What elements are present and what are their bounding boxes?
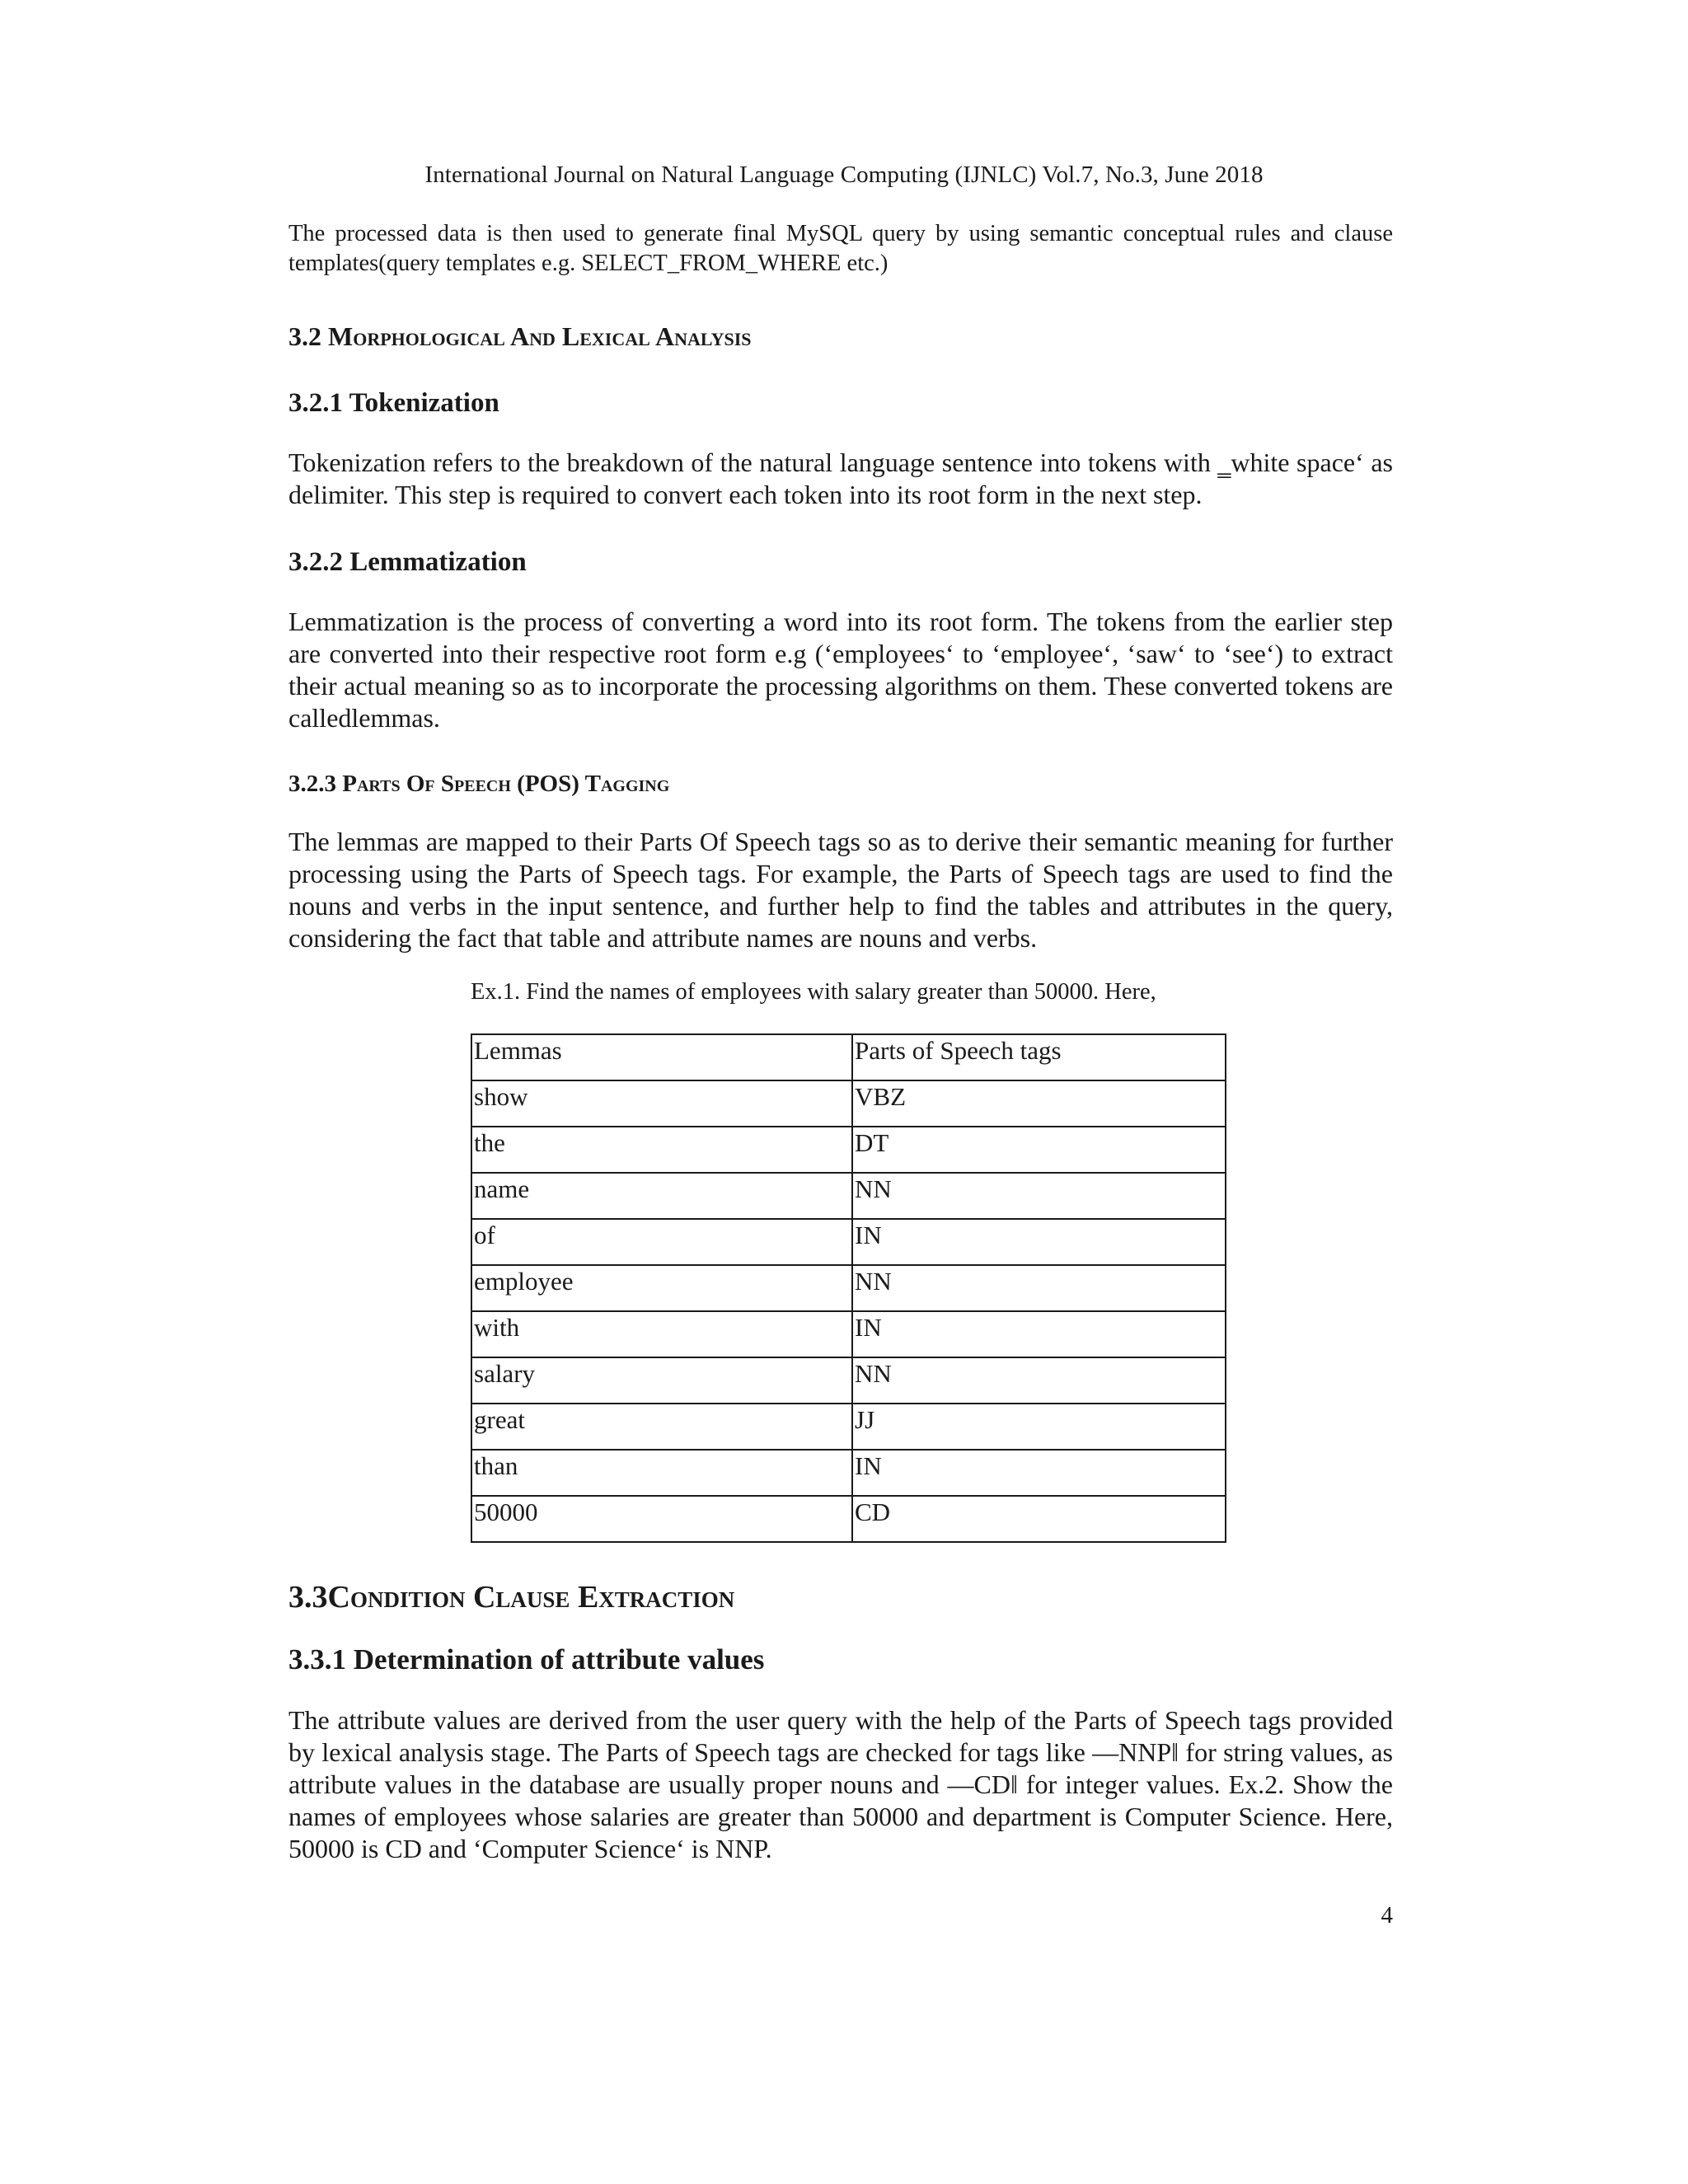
table-row bbox=[471, 1173, 1226, 1219]
table-header-row bbox=[471, 1034, 1226, 1080]
pos-tag-cell: IN bbox=[852, 1311, 1226, 1357]
lemmatization-paragraph: Lemmatization is the process of converting a word into its root form. The tokens from the earlier step are converted into their respective root form e.g (‘employees‘ to ‘employee‘, ‘saw‘ to ‘see‘) to extract their actual meaning so as to incorporate the processing algorithms on them. These converted tokens are calledlemmas. bbox=[288, 607, 1393, 733]
table-row bbox=[471, 1311, 1226, 1357]
attribute-values-paragraph: The attribute values are derived from the user query with the help of the Parts of Speech tags provided by lexical analysis stage. The Parts of Speech tags are checked for tags like ―NNP‖ for string values, as attribute values in the database are usually proper nouns and ―CD‖ for integer values. Ex.2. Show the names of employees whose salaries are greater than 50000 and department is Computer Science. Here, 50000 is CD and ‘Computer Science‘ is NNP. bbox=[288, 1705, 1393, 1863]
pos-tag-cell: IN bbox=[852, 1219, 1226, 1265]
lemma-cell: than bbox=[471, 1450, 852, 1496]
pos-tag-cell: JJ bbox=[852, 1404, 1226, 1450]
subsection-heading-pos-tagging: 3.2.3 Parts Of Speech (POS) Tagging bbox=[288, 771, 670, 797]
section-heading-3-3: 3.3Condition Clause Extraction bbox=[288, 1580, 735, 1615]
pos-tag-cell: CD bbox=[852, 1496, 1226, 1542]
table-row bbox=[471, 1080, 1226, 1127]
lemma-cell: employee bbox=[471, 1265, 852, 1311]
pos-tag-cell: NN bbox=[852, 1357, 1226, 1404]
lemma-cell: show bbox=[471, 1080, 852, 1127]
lemma-cell: name bbox=[471, 1173, 852, 1219]
pos-tag-cell: IN bbox=[852, 1450, 1226, 1496]
pos-tag-cell: VBZ bbox=[852, 1080, 1226, 1127]
lemma-cell: great bbox=[471, 1404, 852, 1450]
pos-tagging-paragraph: The lemmas are mapped to their Parts Of Speech tags so as to derive their semantic meaning for further processing using the Parts of Speech tags. For example, the Parts of Speech tags are used to find the nouns and verbs in the input sentence, and further help to find the tables and attributes in the query, considering the fact that table and attribute names are nouns and verbs. bbox=[288, 827, 1393, 953]
subsection-heading-lemmatization: 3.2.2 Lemmatization bbox=[288, 547, 527, 577]
example-1-caption: Ex.1. Find the names of employees with salary greater than 50000. Here, bbox=[471, 979, 1156, 1005]
lemma-cell: of bbox=[471, 1219, 852, 1265]
table-header-cell: Lemmas bbox=[471, 1034, 852, 1080]
table-row bbox=[471, 1450, 1226, 1496]
tokenization-paragraph: Tokenization refers to the breakdown of the natural language sentence into tokens with ‗white space‘ as delimiter. This step is required to convert each token into its root form in the next step. bbox=[288, 448, 1393, 509]
table-row bbox=[471, 1265, 1226, 1311]
pos-tag-cell: DT bbox=[852, 1127, 1226, 1173]
section-heading-3-2-text: 3.2 Morphological And Lexical Analysis bbox=[288, 321, 752, 351]
table-row bbox=[471, 1219, 1226, 1265]
subsection-heading-attribute-values: 3.3.1 Determination of attribute values bbox=[288, 1643, 765, 1675]
page-content bbox=[288, 219, 1393, 1865]
pos-table bbox=[471, 1033, 1226, 1543]
section-heading-3-2 bbox=[288, 321, 1393, 352]
running-header: International Journal on Natural Language Computing (IJNLC) Vol.7, No.3, June 2018 bbox=[424, 162, 1264, 188]
table-header-cell: Parts of Speech tags bbox=[852, 1034, 1226, 1080]
table-row bbox=[471, 1127, 1226, 1173]
lemma-cell: salary bbox=[471, 1357, 852, 1404]
page-number: 4 bbox=[1381, 1902, 1393, 1929]
lemma-cell: with bbox=[471, 1311, 852, 1357]
table-row bbox=[471, 1496, 1226, 1542]
subsection-heading-tokenization: 3.2.1 Tokenization bbox=[288, 388, 499, 418]
intro-paragraph: The processed data is then used to generate final MySQL query by using semantic conceptual rules and clause templates(query templates e.g. SELECT_FROM_WHERE etc.) bbox=[288, 221, 1393, 276]
table-row bbox=[471, 1404, 1226, 1450]
lemma-cell: 50000 bbox=[471, 1496, 852, 1542]
pos-tag-cell: NN bbox=[852, 1173, 1226, 1219]
pos-tag-cell: NN bbox=[852, 1265, 1226, 1311]
lemma-cell: the bbox=[471, 1127, 852, 1173]
table-row bbox=[471, 1357, 1226, 1404]
